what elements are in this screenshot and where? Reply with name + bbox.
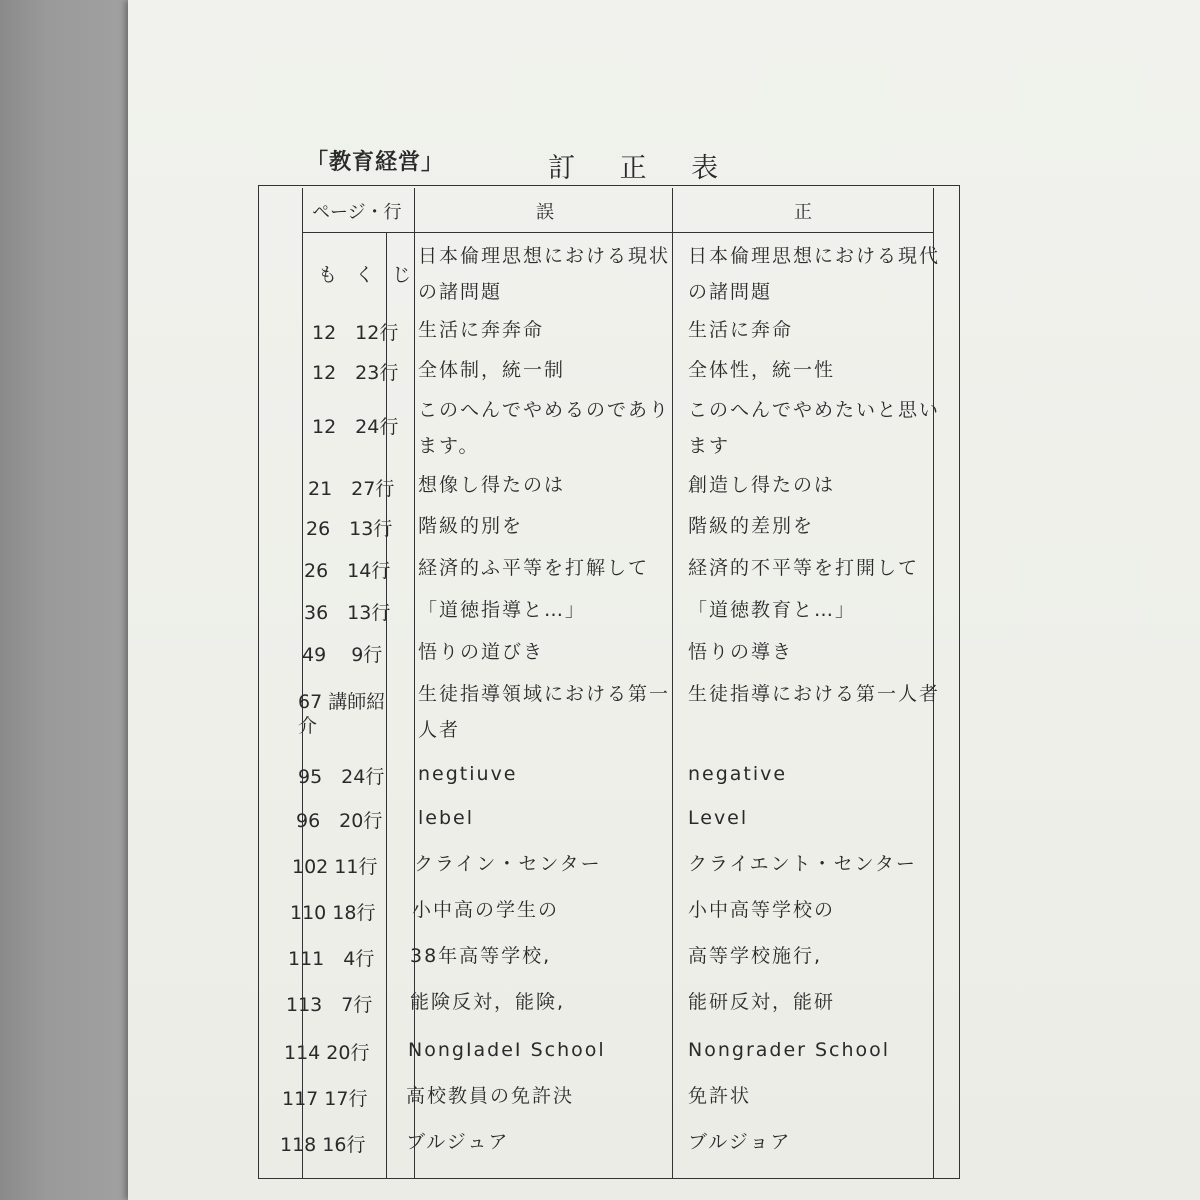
- row-right: 全体性，統一性: [688, 359, 836, 381]
- row-page: 67 講師紹介: [298, 691, 386, 737]
- document-series-title: 「教育経営」: [306, 150, 445, 175]
- row-right: 創造し得たのは: [688, 474, 836, 496]
- row-page: 12 24行: [312, 416, 399, 438]
- row-wrong: このへんでやめるのであります。: [418, 399, 671, 457]
- row-right: 「道徳教育と…」: [688, 599, 857, 621]
- row-right: negative: [688, 763, 788, 785]
- header-wrong: 誤: [536, 202, 554, 223]
- row-page: 12 23行: [312, 362, 399, 384]
- row-right: 免許状: [688, 1085, 752, 1107]
- row-wrong: 能険反対，能険,: [410, 991, 566, 1013]
- row-right: Level: [688, 807, 749, 829]
- column-divider-page: [414, 188, 415, 1178]
- row-right: 日本倫理思想における現代の諸問題: [688, 245, 941, 303]
- row-page: 102 11行: [292, 856, 378, 878]
- row-wrong: 「道徳指導と…」: [418, 599, 587, 621]
- row-right: 高等学校施行,: [688, 945, 823, 967]
- row-wrong: 階級的別を: [418, 515, 524, 537]
- row-page: 110 18行: [290, 902, 376, 924]
- row-page: 96 20行: [296, 810, 383, 832]
- header-right: 正: [794, 202, 812, 223]
- document-title: 訂 正 表: [548, 153, 719, 184]
- row-page: 26 14行: [304, 560, 391, 582]
- row-page: 95 24行: [298, 766, 385, 788]
- row-wrong: 悟りの道びき: [418, 641, 545, 663]
- row-right: 悟りの導き: [688, 641, 794, 663]
- row-right: このへんでやめたいと思います: [688, 399, 941, 457]
- row-page: 36 13行: [304, 602, 391, 624]
- row-wrong: 38年高等学校,: [410, 945, 552, 967]
- row-page: 26 13行: [306, 518, 393, 540]
- row-wrong: 小中高の学生の: [412, 899, 560, 921]
- row-wrong: 高校教員の免許決: [406, 1085, 575, 1107]
- row-wrong: 想像し得たのは: [418, 474, 566, 496]
- column-divider-wrong: [672, 188, 673, 1178]
- row-right: Nongrader School: [688, 1039, 891, 1061]
- row-wrong: 全体制，統一制: [418, 359, 566, 381]
- row-page: 117 17行: [282, 1088, 368, 1110]
- row-wrong: ブルジュア: [406, 1131, 510, 1153]
- row-page: 21 27行: [308, 478, 395, 500]
- row-right: 小中高等学校の: [688, 899, 836, 921]
- row-page: 12 12行: [312, 322, 399, 344]
- row-wrong: lebel: [418, 807, 474, 829]
- row-right: ブルジョア: [688, 1131, 792, 1153]
- row-wrong: 経済的ふ平等を打解して: [418, 557, 650, 579]
- row-right: 能研反対，能研: [688, 991, 836, 1013]
- row-wrong: 日本倫理思想における現状の諸問題: [418, 245, 671, 303]
- row-page: 118 16行: [280, 1134, 366, 1156]
- row-right: 生活に奔命: [688, 319, 794, 341]
- row-right: 生徒指導における第一人者: [688, 683, 941, 705]
- row-page: 111 4行: [288, 948, 375, 970]
- row-wrong: クライン・センター: [414, 853, 602, 875]
- row-page: 113 7行: [286, 994, 373, 1016]
- header-page-line: ページ・行: [312, 202, 402, 223]
- row-wrong: 生徒指導領域における第一人者: [418, 683, 671, 741]
- row-page: 114 20行: [284, 1042, 370, 1064]
- row-right: クライエント・センター: [688, 853, 917, 875]
- row-right: 経済的不平等を打開して: [688, 557, 920, 579]
- row-wrong: negtiuve: [418, 763, 518, 785]
- row-page: も く じ: [318, 264, 418, 286]
- row-right: 階級的差別を: [688, 515, 815, 537]
- row-page: 49 9行: [302, 644, 383, 666]
- row-wrong: NongIadeI School: [408, 1039, 606, 1061]
- row-wrong: 生活に奔奔命: [418, 319, 545, 341]
